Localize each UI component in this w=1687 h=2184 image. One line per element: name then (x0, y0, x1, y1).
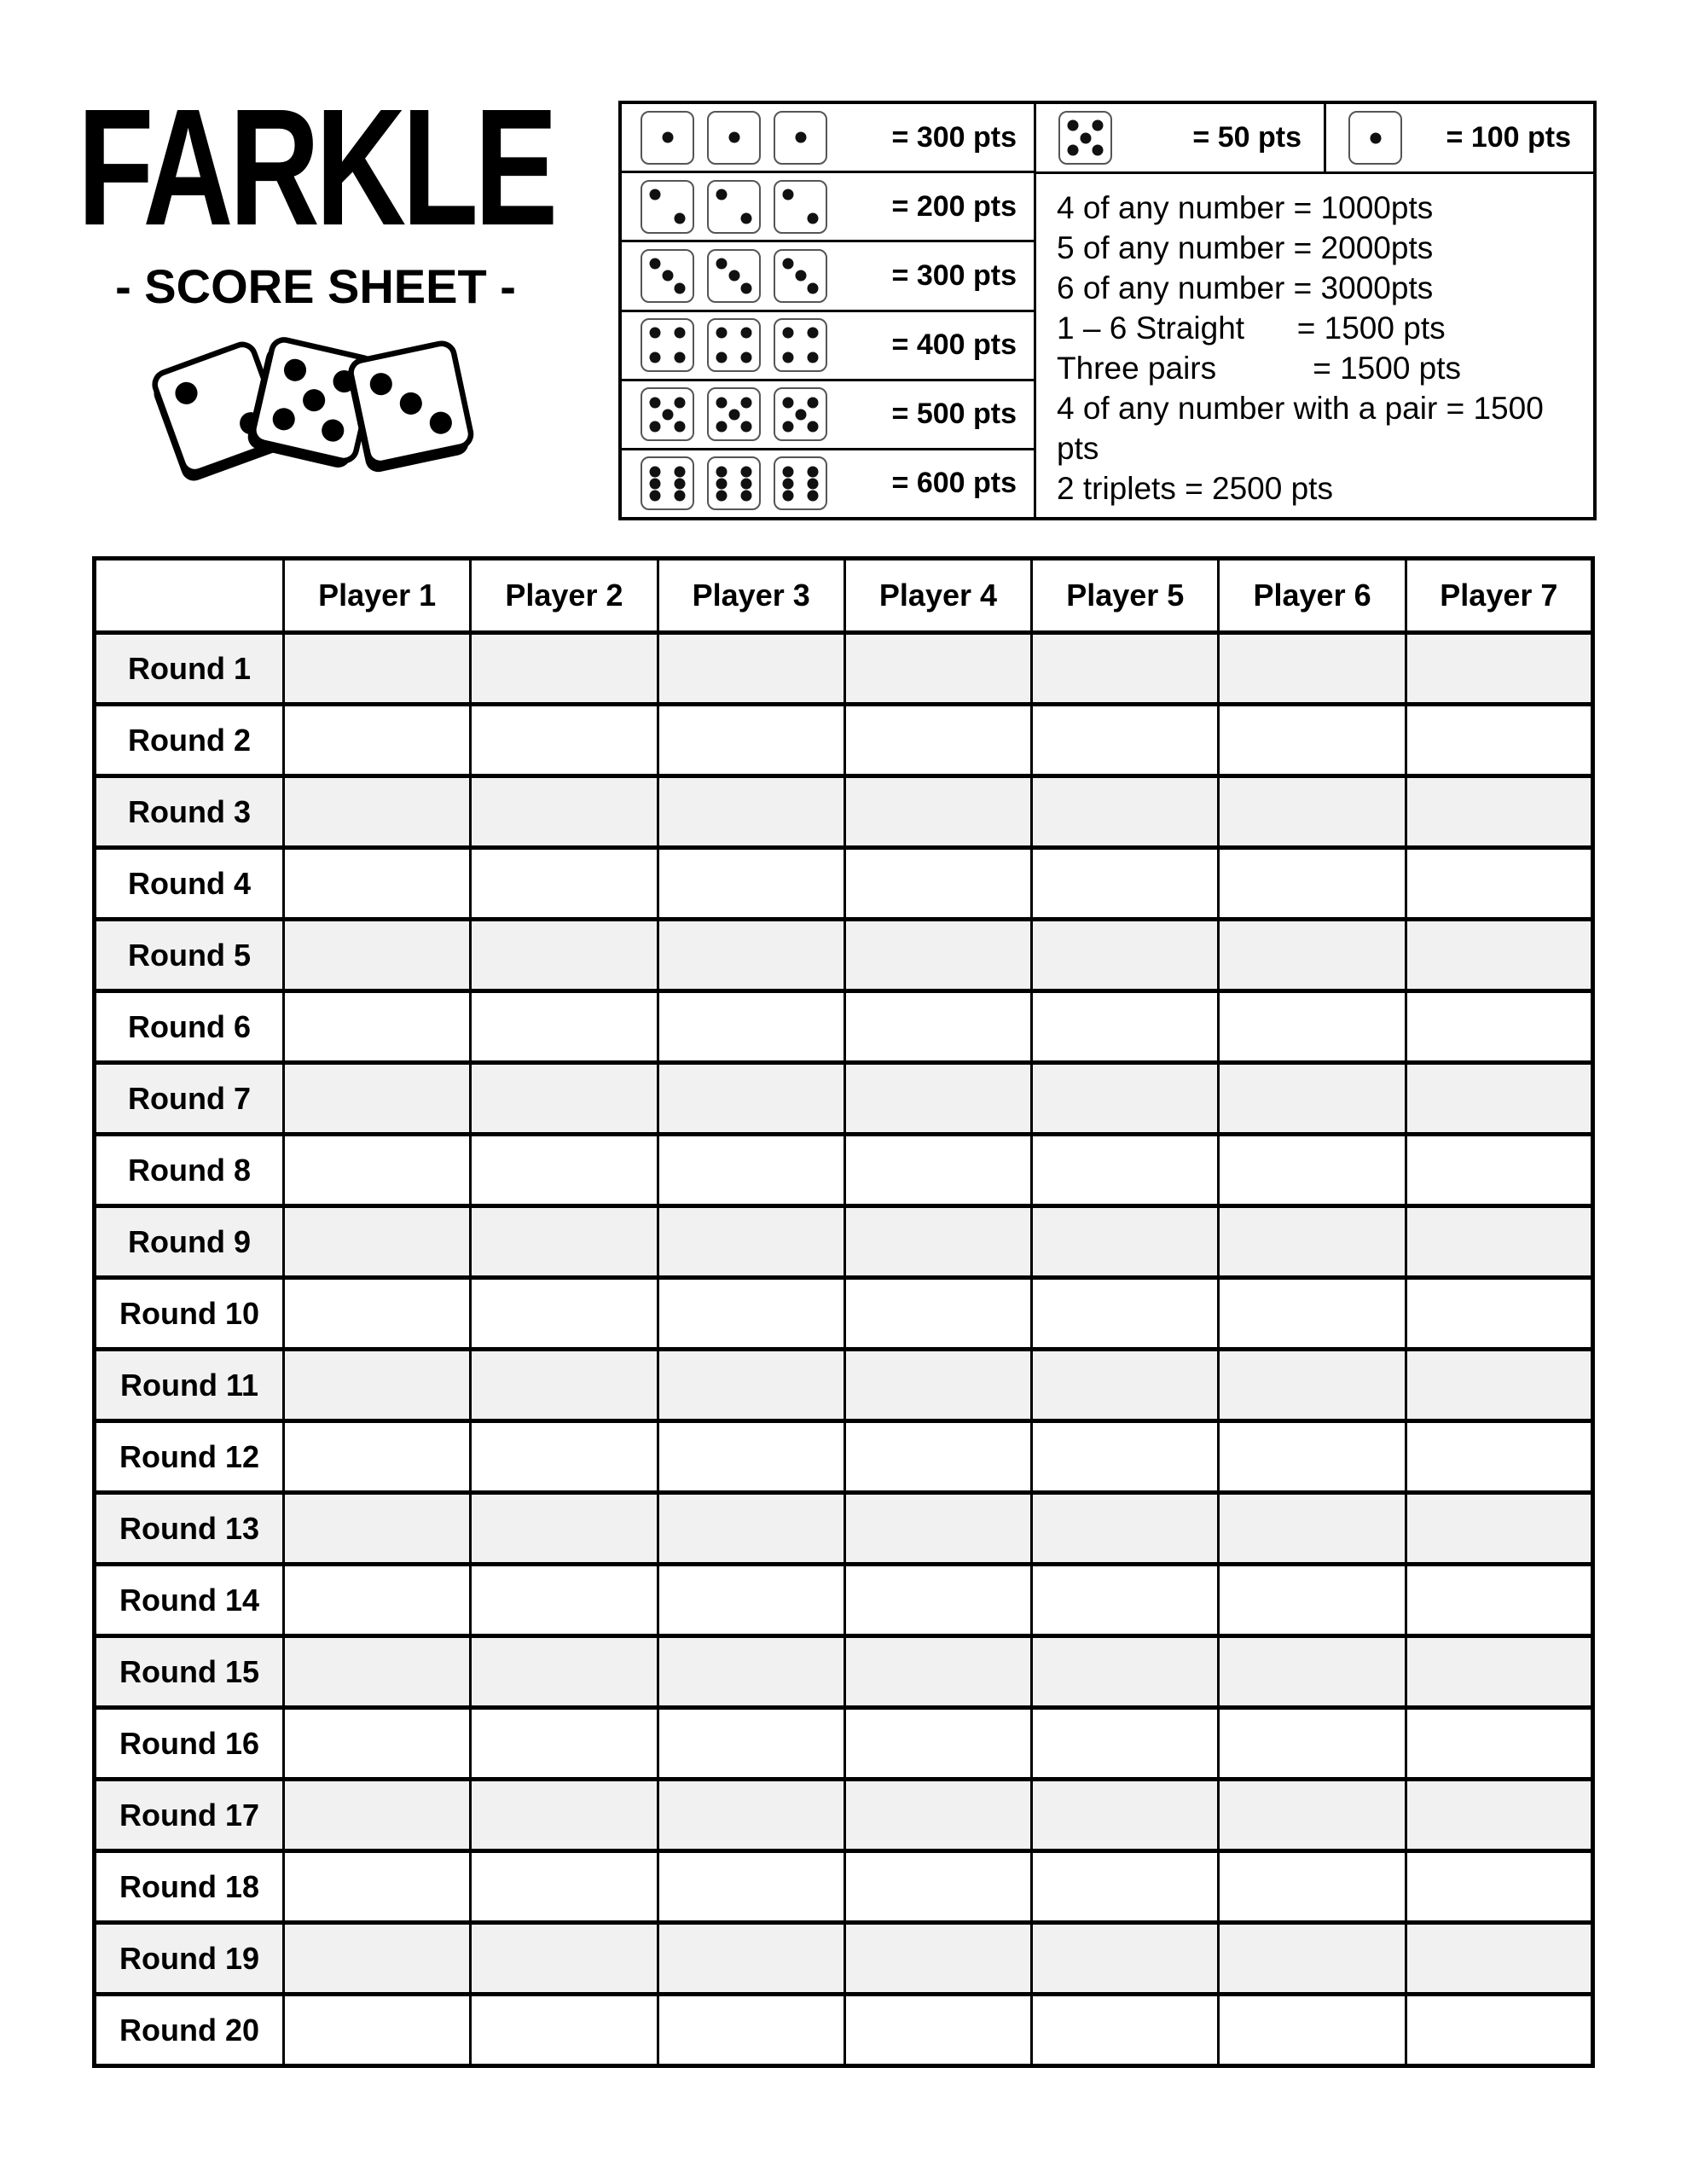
score-cell[interactable] (1219, 1135, 1406, 1206)
score-cell[interactable] (471, 1565, 658, 1636)
score-table (92, 556, 1595, 2068)
score-cell[interactable] (658, 1851, 844, 1923)
score-cell[interactable] (1406, 991, 1592, 1063)
score-cell[interactable] (1219, 1708, 1406, 1780)
scoring-reference-box (618, 101, 1597, 520)
score-cell[interactable] (1406, 1995, 1592, 2066)
score-cell[interactable] (658, 633, 844, 705)
score-table-header-row (95, 559, 1593, 633)
corner-cell (95, 559, 284, 633)
score-cell[interactable] (284, 705, 471, 776)
round-row (95, 848, 1593, 920)
die-4-icon (641, 318, 694, 372)
round-row-label: Round 13 (95, 1493, 284, 1565)
score-cell[interactable] (1406, 1063, 1592, 1135)
score-cell[interactable] (471, 1995, 658, 2066)
round-row (95, 1923, 1593, 1995)
die-5-icon (707, 387, 761, 441)
round-row-label: Round 15 (95, 1636, 284, 1708)
score-cell[interactable] (1219, 1278, 1406, 1350)
score-cell[interactable] (471, 1851, 658, 1923)
score-cell[interactable] (1406, 1206, 1592, 1278)
score-cell[interactable] (1219, 1063, 1406, 1135)
player-column-header: Player 1 (284, 559, 471, 633)
score-cell[interactable] (284, 1278, 471, 1350)
score-cell[interactable] (1032, 1780, 1219, 1851)
round-row (95, 1995, 1593, 2066)
score-cell[interactable] (844, 1780, 1031, 1851)
score-cell[interactable] (1219, 1995, 1406, 2066)
score-cell[interactable] (1406, 1708, 1592, 1780)
page-title: FARKLE (77, 73, 554, 260)
score-cell[interactable] (1406, 1278, 1592, 1350)
score-cell[interactable] (844, 633, 1031, 705)
die-1-icon (707, 111, 761, 165)
score-cell[interactable] (1032, 1063, 1219, 1135)
score-cell[interactable] (284, 1350, 471, 1421)
score-cell[interactable] (658, 1995, 844, 2066)
score-cell[interactable] (1406, 1923, 1592, 1995)
score-cell[interactable] (1406, 1780, 1592, 1851)
score-cell[interactable] (1032, 1565, 1219, 1636)
score-cell[interactable] (844, 920, 1031, 991)
die-1-icon (774, 111, 827, 165)
score-cell[interactable] (284, 1636, 471, 1708)
score-cell[interactable] (1032, 991, 1219, 1063)
scoring-right-column (1036, 104, 1593, 517)
round-row (95, 776, 1593, 848)
score-cell[interactable] (1219, 991, 1406, 1063)
score-cell[interactable] (658, 1350, 844, 1421)
score-cell[interactable] (1219, 1636, 1406, 1708)
score-cell[interactable] (1406, 848, 1592, 920)
score-cell[interactable] (1406, 1421, 1592, 1493)
score-cell[interactable] (1219, 633, 1406, 705)
score-cell[interactable] (1406, 920, 1592, 991)
score-cell[interactable] (284, 776, 471, 848)
round-row (95, 1421, 1593, 1493)
triple-score-row (622, 450, 1034, 517)
die-6-icon (774, 456, 827, 510)
round-row (95, 1851, 1593, 1923)
score-cell[interactable] (1219, 776, 1406, 848)
round-row-label: Round 7 (95, 1063, 284, 1135)
triple-score-row (622, 173, 1034, 242)
round-row (95, 633, 1593, 705)
score-cell[interactable] (1032, 1421, 1219, 1493)
score-cell[interactable] (284, 991, 471, 1063)
die-2-icon (641, 180, 694, 234)
score-cell[interactable] (1406, 1350, 1592, 1421)
die-4-icon (707, 318, 761, 372)
round-row-label: Round 18 (95, 1851, 284, 1923)
rule-line: 4 of any number with a pair = 1500 pts (1057, 391, 1553, 466)
score-cell[interactable] (844, 1636, 1031, 1708)
score-cell[interactable] (658, 1923, 844, 1995)
score-cell[interactable] (1219, 705, 1406, 776)
score-cell[interactable] (1219, 1493, 1406, 1565)
score-cell[interactable] (471, 1636, 658, 1708)
bonus-rules-text (1036, 174, 1593, 517)
score-cell[interactable] (1406, 1493, 1592, 1565)
score-cell[interactable] (1032, 1923, 1219, 1995)
round-row (95, 1206, 1593, 1278)
round-row (95, 1278, 1593, 1350)
score-cell[interactable] (844, 1063, 1031, 1135)
score-cell[interactable] (844, 991, 1031, 1063)
score-cell[interactable] (844, 776, 1031, 848)
round-row-label: Round 16 (95, 1708, 284, 1780)
round-row-label: Round 9 (95, 1206, 284, 1278)
die-2-icon (707, 180, 761, 234)
score-cell[interactable] (284, 1708, 471, 1780)
die-6-icon (707, 456, 761, 510)
score-cell[interactable] (471, 1923, 658, 1995)
score-cell[interactable] (844, 1206, 1031, 1278)
die-1-icon (1348, 111, 1402, 165)
rolling-dice-illustration (124, 321, 507, 496)
triple-scores-column (622, 104, 1036, 517)
score-cell[interactable] (658, 1780, 844, 1851)
round-row-label: Round 10 (95, 1278, 284, 1350)
round-row (95, 991, 1593, 1063)
score-cell[interactable] (844, 1565, 1031, 1636)
score-cell[interactable] (658, 776, 844, 848)
score-cell[interactable] (1032, 705, 1219, 776)
points-label: = 50 pts (1192, 121, 1301, 154)
score-cell[interactable] (1406, 705, 1592, 776)
score-cell[interactable] (471, 1350, 658, 1421)
score-cell[interactable] (284, 1206, 471, 1278)
score-cell[interactable] (844, 1995, 1031, 2066)
score-cell[interactable] (1032, 1135, 1219, 1206)
round-row-label: Round 4 (95, 848, 284, 920)
score-cell[interactable] (471, 1278, 658, 1350)
score-cell[interactable] (658, 848, 844, 920)
score-cell[interactable] (284, 1421, 471, 1493)
player-column-header: Player 2 (471, 559, 658, 633)
points-label: = 400 pts (891, 328, 1017, 362)
score-cell[interactable] (658, 705, 844, 776)
die-1-icon (641, 111, 694, 165)
score-cell[interactable] (284, 633, 471, 705)
round-row-label: Round 12 (95, 1421, 284, 1493)
score-cell[interactable] (1406, 1851, 1592, 1923)
die-5-icon (1058, 111, 1112, 165)
score-cell[interactable] (1032, 1493, 1219, 1565)
score-cell[interactable] (284, 1565, 471, 1636)
score-cell[interactable] (844, 1421, 1031, 1493)
score-cell[interactable] (1219, 1350, 1406, 1421)
score-cell[interactable] (844, 1708, 1031, 1780)
score-cell[interactable] (471, 1493, 658, 1565)
score-cell[interactable] (844, 705, 1031, 776)
round-row (95, 705, 1593, 776)
die-4-icon (774, 318, 827, 372)
score-cell[interactable] (658, 1565, 844, 1636)
score-cell[interactable] (844, 1135, 1031, 1206)
rule-line: 5 of any number = 2000pts (1057, 230, 1434, 265)
score-cell[interactable] (1032, 1995, 1219, 2066)
score-cell[interactable] (284, 1851, 471, 1923)
score-cell[interactable] (844, 1851, 1031, 1923)
rule-line: Three pairs = 1500 pts (1057, 351, 1462, 386)
score-cell[interactable] (284, 920, 471, 991)
page-subtitle: - SCORE SHEET - (115, 259, 516, 313)
score-cell[interactable] (471, 991, 658, 1063)
score-cell[interactable] (284, 1995, 471, 2066)
score-cell[interactable] (1032, 1278, 1219, 1350)
score-cell[interactable] (658, 1063, 844, 1135)
score-cell[interactable] (658, 920, 844, 991)
round-row (95, 1708, 1593, 1780)
score-cell[interactable] (844, 1278, 1031, 1350)
score-cell[interactable] (471, 1135, 658, 1206)
points-label: = 100 pts (1446, 121, 1571, 154)
score-cell[interactable] (1406, 1565, 1592, 1636)
score-cell[interactable] (1219, 920, 1406, 991)
score-cell[interactable] (1219, 848, 1406, 920)
score-cell[interactable] (1032, 633, 1219, 705)
score-cell[interactable] (1219, 1565, 1406, 1636)
score-cell[interactable] (844, 1350, 1031, 1421)
score-cell[interactable] (284, 1135, 471, 1206)
rule-line: 1 – 6 Straight = 1500 pts (1057, 311, 1446, 346)
score-cell[interactable] (471, 1206, 658, 1278)
single-score-cell (1326, 104, 1593, 171)
rule-line: 4 of any number = 1000pts (1057, 190, 1434, 225)
round-row (95, 1636, 1593, 1708)
score-cell[interactable] (844, 1923, 1031, 1995)
score-cell[interactable] (471, 776, 658, 848)
round-row (95, 1063, 1593, 1135)
score-cell[interactable] (284, 1923, 471, 1995)
score-cell[interactable] (284, 1063, 471, 1135)
round-row-label: Round 20 (95, 1995, 284, 2066)
player-column-header: Player 7 (1406, 559, 1592, 633)
score-cell[interactable] (1219, 1206, 1406, 1278)
score-cell[interactable] (1219, 1780, 1406, 1851)
score-cell[interactable] (284, 1780, 471, 1851)
player-column-header: Player 3 (658, 559, 844, 633)
score-cell[interactable] (471, 633, 658, 705)
round-row-label: Round 6 (95, 991, 284, 1063)
round-row (95, 920, 1593, 991)
score-cell[interactable] (658, 1421, 844, 1493)
die-3-icon (774, 249, 827, 303)
score-cell[interactable] (471, 1063, 658, 1135)
player-column-header: Player 6 (1219, 559, 1406, 633)
single-score-cell (1036, 104, 1326, 171)
score-cell[interactable] (1032, 1350, 1219, 1421)
score-cell[interactable] (658, 1708, 844, 1780)
player-column-header: Player 5 (1032, 559, 1219, 633)
score-cell[interactable] (284, 848, 471, 920)
score-cell[interactable] (1406, 776, 1592, 848)
points-label: = 300 pts (891, 258, 1017, 292)
rule-line: 6 of any number = 3000pts (1057, 270, 1434, 305)
triple-score-row (622, 312, 1034, 381)
score-cell[interactable] (658, 991, 844, 1063)
score-cell[interactable] (658, 1493, 844, 1565)
player-column-header: Player 4 (844, 559, 1031, 633)
round-row-label: Round 3 (95, 776, 284, 848)
score-cell[interactable] (1032, 848, 1219, 920)
score-cell[interactable] (1032, 1636, 1219, 1708)
score-cell[interactable] (658, 1636, 844, 1708)
round-row (95, 1565, 1593, 1636)
round-row-label: Round 17 (95, 1780, 284, 1851)
score-cell[interactable] (471, 705, 658, 776)
die-3-icon (641, 249, 694, 303)
round-row (95, 1493, 1593, 1565)
score-cell[interactable] (1032, 776, 1219, 848)
score-cell[interactable] (844, 848, 1031, 920)
points-label: = 300 pts (891, 120, 1017, 154)
score-cell[interactable] (471, 920, 658, 991)
score-cell[interactable] (658, 1278, 844, 1350)
score-cell[interactable] (471, 1708, 658, 1780)
points-label: = 600 pts (891, 467, 1017, 500)
die-6-icon (641, 456, 694, 510)
score-cell[interactable] (844, 1493, 1031, 1565)
die-2-icon (774, 180, 827, 234)
points-label: = 500 pts (891, 398, 1017, 431)
title-block (60, 73, 571, 496)
triple-score-row (622, 104, 1034, 173)
points-label: = 200 pts (891, 189, 1017, 223)
score-cell[interactable] (471, 848, 658, 920)
score-cell[interactable] (1219, 1923, 1406, 1995)
score-cell[interactable] (658, 1206, 844, 1278)
score-cell[interactable] (471, 1421, 658, 1493)
round-row-label: Round 11 (95, 1350, 284, 1421)
round-row (95, 1350, 1593, 1421)
round-row-label: Round 2 (95, 705, 284, 776)
round-row-label: Round 8 (95, 1135, 284, 1206)
score-cell[interactable] (1219, 1421, 1406, 1493)
score-cell[interactable] (658, 1135, 844, 1206)
die-3-icon (707, 249, 761, 303)
score-cell[interactable] (1406, 633, 1592, 705)
score-cell[interactable] (1032, 1708, 1219, 1780)
die-5-icon (774, 387, 827, 441)
rule-line: 2 triplets = 2500 pts (1057, 471, 1333, 506)
score-cell[interactable] (1406, 1636, 1592, 1708)
score-cell[interactable] (1032, 1206, 1219, 1278)
score-cell[interactable] (1406, 1135, 1592, 1206)
score-cell[interactable] (471, 1780, 658, 1851)
die-5-icon (641, 387, 694, 441)
round-row (95, 1780, 1593, 1851)
triple-score-row (622, 242, 1034, 311)
round-row (95, 1135, 1593, 1206)
score-cell[interactable] (1219, 1851, 1406, 1923)
triple-score-row (622, 381, 1034, 450)
score-cell[interactable] (1032, 1851, 1219, 1923)
round-row-label: Round 1 (95, 633, 284, 705)
decorative-die-3 (345, 341, 474, 474)
single-die-scores-row (1036, 104, 1593, 174)
round-row-label: Round 14 (95, 1565, 284, 1636)
round-row-label: Round 5 (95, 920, 284, 991)
round-row-label: Round 19 (95, 1923, 284, 1995)
score-cell[interactable] (284, 1493, 471, 1565)
score-cell[interactable] (1032, 920, 1219, 991)
